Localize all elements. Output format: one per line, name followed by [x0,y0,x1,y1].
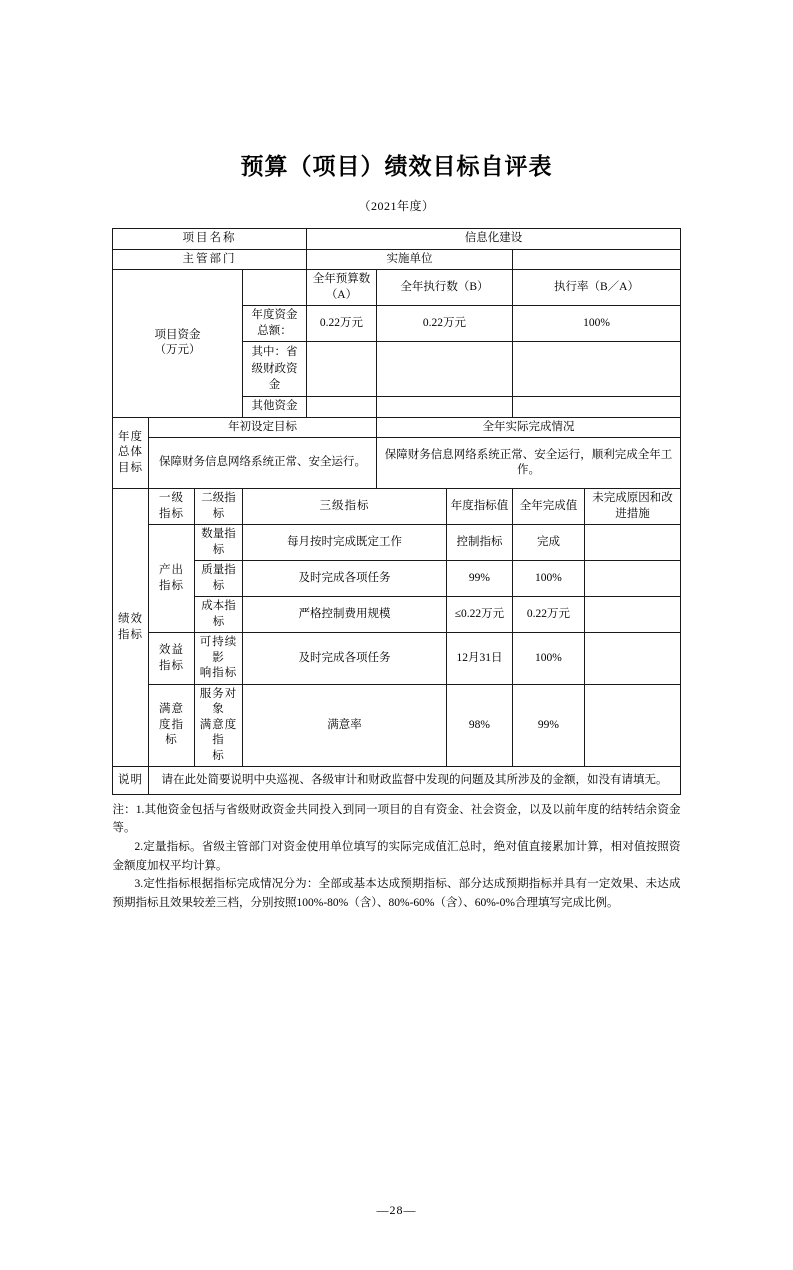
funds-row-b-2 [376,397,512,418]
goal-head-actual: 全年实际完成情况 [376,417,680,438]
funds-head-budget-line1: 全年预算数 [312,273,371,286]
perf-head-year-value: 年度指标值 [446,489,512,525]
perf-reason-3 [584,633,680,685]
table-row-goal-header [112,417,680,438]
table-row-perf-2 [112,597,680,633]
perf-head-level3: 三级指标 [242,489,446,525]
perf-reason-4 [584,684,680,767]
funds-row-rate-1 [512,342,680,397]
perf-level3-0: 每月按时完成既定工作 [242,525,446,561]
goal-head-initial: 年初设定目标 [148,417,376,438]
table-row-goal-content [112,438,680,489]
department-label: 主管部门 [112,249,306,270]
funds-label-line1: 项目资金 [154,328,201,341]
funds-row-a-1 [306,342,376,397]
perf-level2-4: 服务对象 满意度指 标 [194,684,242,767]
funds-head-executed: 全年执行数（B） [376,270,512,306]
perf-level3-3: 及时完成各项任务 [242,633,446,685]
unit-label: 实施单位 [306,249,512,270]
document-page [0,148,793,1270]
table-row-perf-3 [112,633,680,685]
funds-row-rate-2 [512,397,680,418]
explanation-label: 说明 [112,767,148,794]
footnote-1: 注：1.其他资金包括与省级财政资金共同投入到同一项目的自有资金、社会资金，以及以前年度的结转结余资金等。 [112,803,681,835]
funds-row-a-0: 0.22万元 [306,306,376,342]
funds-row-rate-0: 100% [512,306,680,342]
page-title: 预算（项目）绩效目标自评表 [240,154,553,179]
perf-done-1: 100% [512,561,584,597]
perf-head-reason: 未完成原因和改进措施 [584,489,680,525]
goal-actual-text: 保障财务信息网络系统正常、安全运行，顺利完成全年工作。 [376,438,680,489]
perf-reason-0 [584,525,680,561]
perf-level1-output: 产出 指标 [148,525,194,633]
unit-value [512,249,680,270]
perf-level2-3: 可持续影 响指标 [194,633,242,685]
table-row-explanation [112,767,680,794]
perf-reason-1 [584,561,680,597]
page-number: —28— [376,1203,417,1217]
perf-level1-satisfaction: 满意 度指 标 [148,684,194,767]
perf-value-2: ≤0.22万元 [446,597,512,633]
perf-value-0: 控制指标 [446,525,512,561]
perf-head-year-done: 全年完成值 [512,489,584,525]
perf-value-1: 99% [446,561,512,597]
perf-level2-2: 成本指标 [194,597,242,633]
perf-done-3: 100% [512,633,584,685]
perf-level3-4: 满意率 [242,684,446,767]
explanation-text: 请在此处简要说明中央巡视、各级审计和财政监督中发现的问题及其所涉及的金额，如没有请填无。 [148,767,680,794]
footnote-3: 3.定性指标根据指标完成情况分为：全部或基本达成预期指标、部分达成预期指标并具有一定效果、未达成预期指标且效果较差三档，分别按照100%-80%（含）、80%-60%（含）、60%-0%合理填写完成比例。 [112,878,681,909]
table-row-perf-0 [112,525,680,561]
performance-label: 绩效 指标 [112,489,148,767]
perf-level3-2: 严格控制费用规模 [242,597,446,633]
footnote-2: 2.定量指标。省级主管部门对资金使用单位填写的实际完成值汇总时，绝对值直接累加计算，相对值按照资金额度加权平均计算。 [112,841,681,872]
funds-row-label-1: 其中：省级财政资金 [242,342,306,397]
table-row-perf-header [112,489,680,525]
perf-done-2: 0.22万元 [512,597,584,633]
table-row-project-name [112,229,680,250]
perf-done-4: 99% [512,684,584,767]
perf-head-level2: 二级指标 [194,489,242,525]
table-row-funds-header [112,270,680,306]
funds-label [112,270,242,418]
project-name-value: 信息化建设 [306,229,680,250]
funds-head-budget-line2: （A） [325,288,358,301]
perf-level1-benefit: 效益 指标 [148,633,194,685]
perf-value-3: 12月31日 [446,633,512,685]
perf-level2-0: 数量指标 [194,525,242,561]
table-row-department [112,249,680,270]
performance-self-assessment-table [112,228,681,795]
table-row-perf-1 [112,561,680,597]
page-subtitle: （2021年度） [358,199,435,213]
perf-done-0: 完成 [512,525,584,561]
funds-row-b-1 [376,342,512,397]
perf-reason-2 [584,597,680,633]
funds-row-a-2 [306,397,376,418]
project-name-label: 项目名称 [112,229,306,250]
funds-head-budget [306,270,376,306]
perf-head-level1: 一级 指标 [148,489,194,525]
perf-value-4: 98% [446,684,512,767]
perf-level2-1: 质量指标 [194,561,242,597]
goal-initial-text: 保障财务信息网络系统正常、安全运行。 [148,438,376,489]
perf-level3-1: 及时完成各项任务 [242,561,446,597]
funds-row-label-2: 其他资金 [242,397,306,418]
funds-row-label-0: 年度资金总额： [242,306,306,342]
funds-row-b-0: 0.22万元 [376,306,512,342]
footnotes [113,801,681,913]
annual-goal-label: 年度 总体 目标 [112,417,148,489]
funds-head-rate: 执行率（B／A） [512,270,680,306]
funds-blank-cell [242,270,306,306]
table-row-perf-4 [112,684,680,767]
funds-label-line2: （万元） [154,344,201,357]
